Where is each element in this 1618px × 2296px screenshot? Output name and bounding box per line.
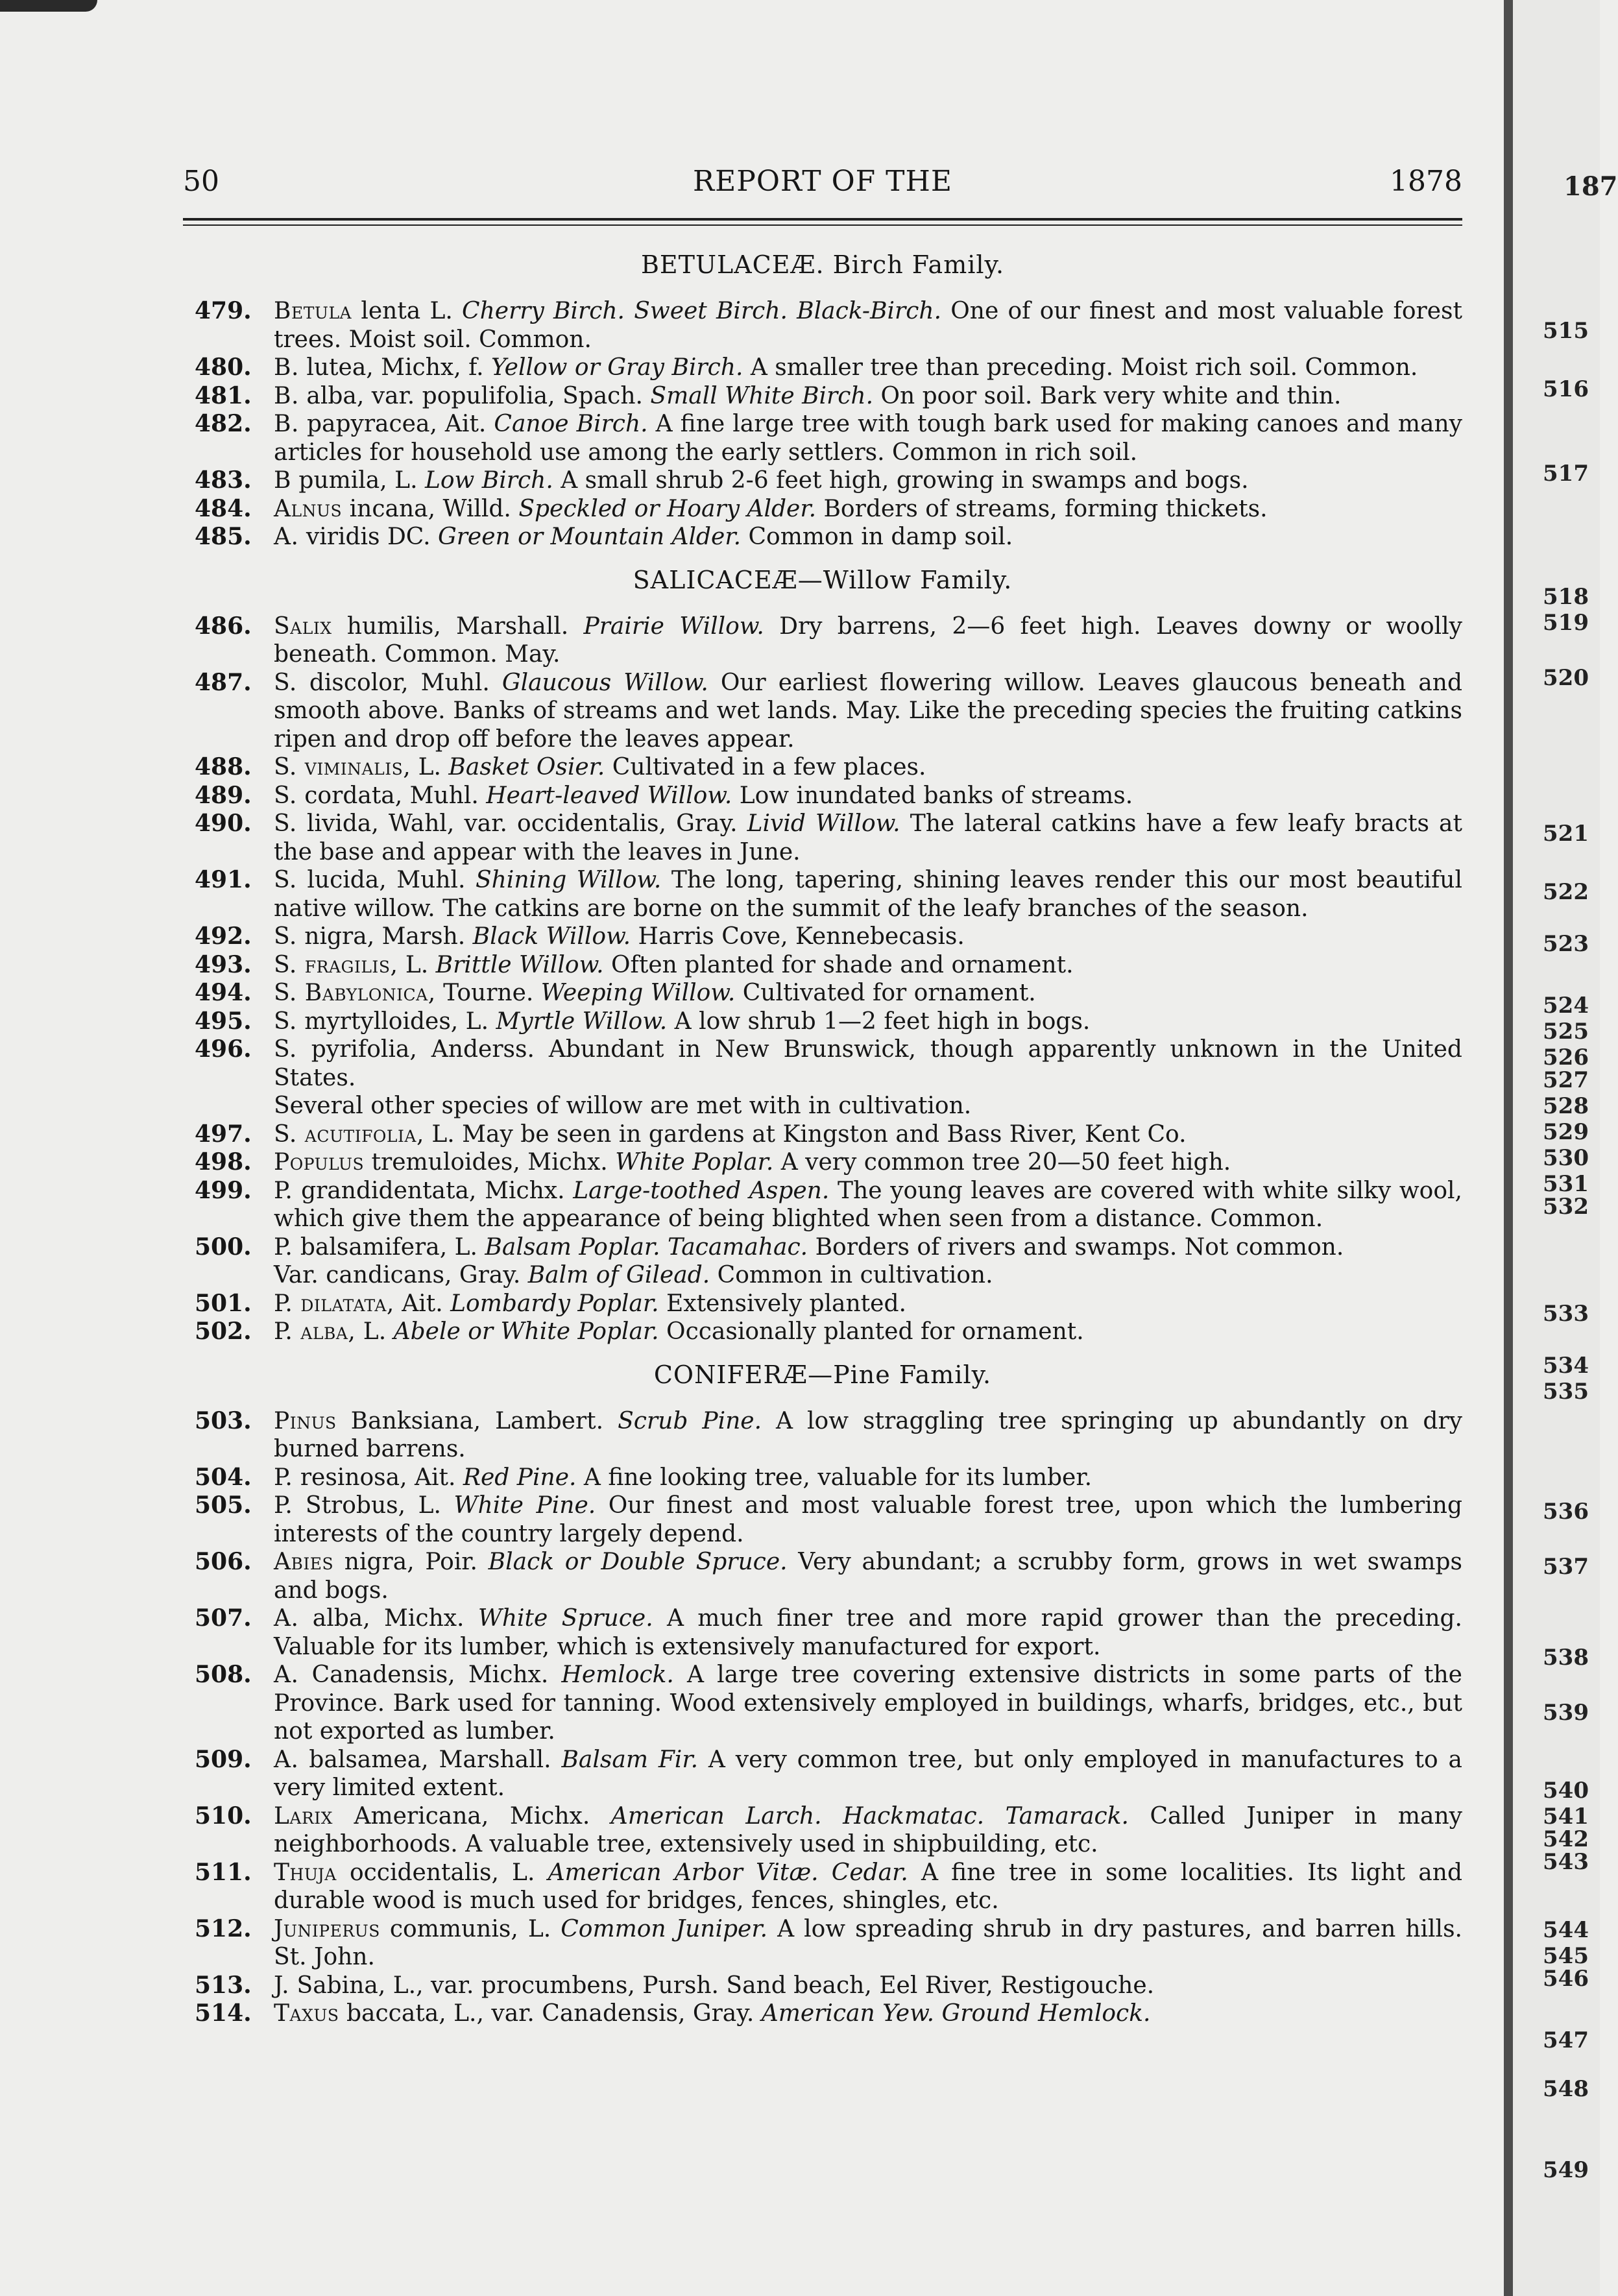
species-authority: pumila, L. [291, 467, 425, 494]
entry-description: Harris Cove, Kennebecasis. [631, 923, 965, 950]
species-authority: L. [356, 1318, 394, 1345]
species-authority: humilis, Marshall. [332, 612, 584, 640]
species-entry [183, 354, 1462, 382]
common-name: Weeping Willow. [540, 980, 736, 1006]
species-authority: viridis DC. [298, 524, 438, 550]
header-rule-top [183, 218, 1462, 221]
adjacent-entry-number: 543 [1543, 1849, 1589, 1875]
genus-name: Pinus [274, 1407, 337, 1434]
common-name: Prairie Willow. [583, 612, 764, 640]
entry-description: A low straggling tree springing up abundantly on dry burned barrens. [274, 1407, 1463, 1462]
genus-name: S. acutifolia, [274, 1120, 424, 1148]
entry-description: Very abundant; a scrubby form, grows in wet swamps and bogs. [274, 1549, 1463, 1604]
species-entry [183, 410, 1462, 466]
entry-description: The lateral catkins have a few leafy bracts at the base and appear with the leaves in June. [274, 810, 1462, 865]
entry-number: 492. [195, 923, 252, 950]
adjacent-page-edge [1513, 0, 1618, 2296]
entry-number: 487. [195, 668, 252, 696]
genus-name: Abies [274, 1549, 334, 1575]
genus-name: Juniperus [274, 1915, 380, 1942]
entry-description: Cultivated in a few places. [605, 754, 926, 780]
entry-description: A low spreading shrub in dry pastures, and barren hills. St. John. [274, 1915, 1462, 1970]
species-authority: discolor, Muhl. [296, 669, 502, 696]
entry-number: 486. [195, 612, 252, 640]
genus-name: Salix [274, 612, 332, 640]
adjacent-entry-number: 522 [1543, 879, 1589, 905]
species-entry [183, 782, 1462, 810]
common-name: White Pine. [453, 1492, 596, 1519]
entry-number: 502. [195, 1318, 252, 1345]
species-entry [183, 1746, 1462, 1802]
entry-number: 499. [195, 1176, 252, 1204]
common-name: Shining Willow. [475, 867, 662, 893]
common-name: Large-toothed Aspen. [573, 1177, 830, 1204]
species-entry [183, 1548, 1462, 1604]
page-number: 50 [183, 165, 219, 198]
section-title: BETULACEÆ. Birch Family. [640, 250, 1005, 279]
adjacent-entry-number: 537 [1543, 1554, 1589, 1580]
common-name: Black or Double Spruce. [488, 1549, 788, 1575]
common-name: White Spruce. [477, 1605, 653, 1632]
species-entry [183, 1972, 1462, 2000]
entry-description: The young leaves are covered with white silky wool, which give them the appearance of being blighted when seen from a distance. Common. [274, 1177, 1462, 1232]
page-year: 1878 [1390, 165, 1462, 198]
entry-number: 489. [195, 781, 252, 809]
genus-name: Thuja [274, 1859, 337, 1886]
species-entry [183, 753, 1462, 782]
adjacent-entry-number: 539 [1543, 1700, 1589, 1726]
common-name: Balsam Fir. [561, 1746, 699, 1773]
entry-description: A very common tree, but only employed in manufactures to a very limited extent. [274, 1746, 1462, 1801]
common-name: Livid Willow. [747, 810, 900, 837]
entry-number: 508. [195, 1661, 252, 1688]
entry-number: 509. [195, 1745, 252, 1773]
entry-number: 498. [195, 1148, 252, 1176]
species-entry [183, 382, 1462, 411]
common-name: Glaucous Willow. [501, 669, 708, 696]
entry-number: 480. [195, 354, 252, 381]
species-entry [183, 612, 1462, 669]
genus-name: S. [274, 923, 297, 950]
adjacent-entry-number: 520 [1543, 665, 1589, 691]
common-name: Scrub Pine. [618, 1407, 762, 1434]
genus-name: S. viminalis, [274, 754, 411, 780]
species-authority: lucida, Muhl. [296, 867, 476, 893]
adjacent-entry-number: 516 [1543, 376, 1589, 402]
species-authority: Ait. [394, 1290, 451, 1317]
scan-edge-mark [0, 0, 97, 12]
adjacent-entry-number: 547 [1543, 2027, 1589, 2053]
common-name: Speckled or Hoary Alder. [518, 495, 817, 522]
species-authority: Sabina, L., var. procumbens, Pursh. [289, 1972, 727, 1999]
species-entry [183, 1407, 1462, 1464]
genus-name: A. [274, 1746, 299, 1773]
entry-number: 488. [195, 753, 252, 780]
adjacent-entry-number: 518 [1543, 584, 1589, 610]
adjacent-entry-number: 521 [1543, 821, 1589, 847]
entry-description: A fine large tree with tough bark used for making canoes and many articles for household use among the early settlers. Common in rich soil. [274, 411, 1463, 466]
common-name: Low Birch. [424, 467, 553, 494]
entry-number: 494. [195, 979, 252, 1006]
species-authority: Tourne. [435, 980, 541, 1006]
entry-number: 504. [195, 1463, 252, 1491]
adjacent-entry-number: 519 [1543, 610, 1589, 636]
adjacent-entry-number: 526 [1543, 1045, 1589, 1070]
entry-description: A small shrub 2-6 feet high, growing in swamps and bogs. [553, 467, 1249, 494]
species-authority: incana, Willd. [342, 495, 519, 522]
adjacent-entry-number: 531 [1543, 1171, 1589, 1197]
common-name: Hemlock. [561, 1662, 674, 1688]
common-name: Basket Osier. [448, 754, 605, 780]
species-authority: papyracea, Ait. [298, 411, 494, 437]
entry-number: 511. [195, 1858, 252, 1886]
species-authority: balsamea, Marshall. [298, 1746, 562, 1773]
species-authority: nigra, Poir. [333, 1549, 489, 1575]
adjacent-entry-number: 530 [1543, 1145, 1589, 1171]
entry-description: Common in damp soil. [741, 524, 1013, 550]
entry-description: Cultivated for ornament. [735, 980, 1036, 1006]
species-entry [183, 923, 1462, 951]
entry-description: A smaller tree than preceding. Moist rich soil. Common. [743, 354, 1418, 381]
entry-description: Occasionally planted for ornament. [658, 1318, 1084, 1345]
species-authority: pyrifolia, Anderss. [296, 1036, 549, 1063]
page-header [183, 162, 1462, 201]
species-entry [183, 1290, 1462, 1318]
common-name: Balsam Poplar. Tacamahac. [485, 1233, 808, 1261]
adjacent-entry-number: 538 [1543, 1645, 1589, 1671]
entry-description: A much finer tree and more rapid grower than the preceding. Valuable for its lumber, which is extensively manufactured for export. [274, 1605, 1462, 1660]
entry-number: 483. [195, 466, 252, 494]
common-name: American Yew. Ground Hemlock. [761, 2000, 1151, 2027]
species-entry [183, 495, 1462, 524]
species-authority: Canadensis, Michx. [298, 1662, 562, 1688]
entry-number: 481. [195, 381, 252, 409]
entry-number: 485. [195, 523, 252, 550]
entry-description: A fine looking tree, valuable for its lumber. [576, 1464, 1093, 1491]
entry-number: 484. [195, 494, 252, 522]
genus-name: S. fragilis, [274, 951, 398, 978]
adjacent-entry-number: 545 [1543, 1943, 1589, 1969]
adjacent-header-fragment: 187 [1564, 171, 1618, 202]
entry-description: Dry barrens, 2—6 feet high. Leaves downy or woolly beneath. Common. May. [274, 612, 1463, 668]
common-name: White Poplar. [615, 1149, 774, 1176]
species-entry [183, 1233, 1462, 1262]
common-name: Red Pine. [463, 1464, 577, 1491]
entry-description: Borders of streams, forming thickets. [816, 495, 1268, 522]
entry-number: 479. [195, 297, 252, 324]
genus-name: A. [274, 1605, 299, 1632]
adjacent-entry-number: 534 [1543, 1353, 1589, 1379]
genus-name: S. [274, 1036, 297, 1063]
adjacent-entry-number: 517 [1543, 461, 1589, 487]
adjacent-entry-number: 524 [1543, 993, 1589, 1019]
genus-name: A. [274, 524, 299, 550]
species-entry [183, 523, 1462, 551]
common-name: Canoe Birch. [494, 411, 648, 437]
genus-name: A. [274, 1662, 299, 1688]
common-name: Heart-leaved Willow. [486, 782, 732, 809]
adjacent-entry-number: 544 [1543, 1917, 1589, 1943]
genus-name: S. [274, 1008, 297, 1035]
entry-number: 506. [195, 1548, 252, 1575]
entry-number: 496. [195, 1035, 252, 1063]
genus-name: P. [274, 1492, 293, 1519]
common-name: Yellow or Gray Birch. [491, 354, 743, 381]
entry-number: 513. [195, 1971, 252, 1999]
entry-description: Often planted for shade and ornament. [603, 951, 1074, 978]
variety-name: Var. candicans, Gray. [274, 1262, 528, 1288]
entry-number: 491. [195, 866, 252, 893]
species-authority: occidentalis, L. [336, 1859, 548, 1886]
adjacent-entry-number: 542 [1543, 1826, 1589, 1852]
species-authority: Americana, Michx. [332, 1802, 611, 1830]
species-authority: cordata, Muhl. [296, 782, 487, 809]
species-authority: baccata, L., var. Canadensis, Gray. [339, 2000, 762, 2027]
section-note: Several other species of willow are met with in cultivation. [274, 1093, 972, 1119]
genus-name: P. dilatata, [274, 1290, 394, 1317]
species-entry [183, 810, 1462, 866]
page-content [183, 240, 1462, 2028]
species-authority: lutea, Michx, f. [298, 354, 492, 381]
entry-number: 500. [195, 1233, 252, 1261]
species-entry [183, 1464, 1462, 1492]
species-authority: myrtylloides, L. [296, 1008, 496, 1035]
species-authority: balsamifera, L. [293, 1233, 485, 1261]
species-entry [183, 466, 1462, 495]
section-title: SALICACEÆ—Willow Family. [633, 565, 1013, 594]
species-entry [183, 979, 1462, 1008]
species-entry [183, 1148, 1462, 1177]
genus-name: B [274, 467, 291, 494]
species-entry [183, 1318, 1462, 1346]
common-name: Black Willow. [472, 923, 631, 950]
species-entry [183, 1661, 1462, 1746]
species-entry [183, 669, 1462, 754]
entry-description: A fine tree in some localities. Its light and durable wood is much used for bridges, fences, shingles, etc. [274, 1859, 1462, 1914]
entry-number: 490. [195, 810, 252, 837]
entry-description: A very common tree 20—50 feet high. [773, 1149, 1231, 1176]
common-name: Small White Birch. [650, 382, 874, 409]
species-entry [183, 1177, 1462, 1233]
species-entry [183, 1604, 1462, 1661]
species-entry [183, 1035, 1462, 1092]
species-entry [183, 1915, 1462, 1972]
genus-name: B. [274, 354, 299, 381]
genus-name: P. [274, 1177, 293, 1204]
genus-name: P. [274, 1464, 293, 1491]
entry-description: Extensively planted. [658, 1290, 906, 1317]
species-authority: livida, Wahl, var. occidentalis, Gray. [296, 810, 747, 837]
species-entry [183, 951, 1462, 980]
entry-description: Common in cultivation. [710, 1262, 993, 1288]
genus-name: Taxus [274, 2000, 339, 2027]
book-gutter [1504, 0, 1513, 2296]
entry-description: One of our finest and most valuable forest trees. Moist soil. Common. [274, 298, 1462, 353]
common-name: American Arbor Vitæ. Cedar. [548, 1859, 908, 1886]
adjacent-entry-number: 515 [1543, 318, 1589, 344]
species-authority: nigra, Marsh. [296, 923, 473, 950]
variety-entry [183, 1261, 1462, 1290]
species-authority: L. [424, 1120, 463, 1148]
species-authority: alba, var. populifolia, Spach. [298, 382, 651, 409]
entry-description: A low shrub 1—2 feet high in bogs. [667, 1008, 1091, 1035]
common-name: Abele or White Poplar. [393, 1318, 659, 1345]
entry-number: 510. [195, 1802, 252, 1830]
species-authority: lenta L. [352, 298, 463, 324]
genus-name: S. [274, 669, 297, 696]
entry-number: 482. [195, 410, 252, 437]
entry-description: May be seen in gardens at Kingston and Bass River, Kent Co. [462, 1120, 1187, 1148]
entry-description: Abundant in New Brunswick, though apparently unknown in the United States. [274, 1036, 1462, 1091]
adjacent-entry-number: 523 [1543, 931, 1589, 957]
species-authority: L. [398, 951, 436, 978]
adjacent-entry-number: 541 [1543, 1804, 1589, 1830]
genus-name: Larix [274, 1802, 333, 1830]
common-name: Brittle Willow. [435, 951, 604, 978]
entry-description: Called Juniper in many neighborhoods. A valuable tree, extensively used in shipbuilding, etc. [274, 1802, 1462, 1857]
species-entry [183, 1492, 1462, 1548]
entry-description: Our finest and most valuable forest tree, upon which the lumbering interests of the country largely depend. [274, 1492, 1462, 1547]
species-entry [183, 1008, 1462, 1036]
species-authority: alba, Michx. [298, 1605, 478, 1632]
adjacent-entry-number: 535 [1543, 1379, 1589, 1405]
entry-number: 512. [195, 1915, 252, 1942]
species-authority: Banksiana, Lambert. [336, 1407, 618, 1434]
genus-name: S. [274, 867, 297, 893]
common-name: Balm of Gilead. [527, 1262, 710, 1288]
adjacent-entry-number: 536 [1543, 1499, 1589, 1525]
genus-name: S. Babylonica, [274, 980, 436, 1006]
entry-number: 514. [195, 2000, 252, 2027]
genus-name: Betula [274, 298, 352, 324]
genus-name: Populus [274, 1149, 365, 1176]
species-entry [183, 297, 1462, 354]
entry-description: Our earliest flowering willow. Leaves glaucous beneath and smooth above. Banks of streams and wet lands. May. Like the preceding species the fruiting catkins ripen and drop off before the leaves appear. [274, 669, 1462, 753]
adjacent-entry-number: 525 [1543, 1019, 1589, 1045]
entry-description: The long, tapering, shining leaves render this our most beautiful native willow. The catkins are borne on the summit of the leafy branches of the season. [274, 867, 1462, 922]
species-authority: grandidentata, Michx. [293, 1177, 574, 1204]
species-authority: L. [411, 754, 449, 780]
genus-name: S. [274, 810, 297, 837]
entry-description: Low inundated banks of streams. [732, 782, 1133, 809]
header-rule-bottom [183, 224, 1462, 226]
entry-number: 501. [195, 1289, 252, 1317]
adjacent-entry-number: 540 [1543, 1778, 1589, 1804]
genus-name: B. [274, 382, 299, 409]
common-name: Myrtle Willow. [496, 1008, 668, 1035]
adjacent-entry-number: 533 [1543, 1301, 1589, 1327]
species-entry [183, 866, 1462, 923]
genus-name: P. [274, 1233, 293, 1261]
adjacent-entry-number: 528 [1543, 1093, 1589, 1119]
genus-name: J. [274, 1972, 290, 1999]
adjacent-entry-number: 529 [1543, 1119, 1589, 1145]
entry-description: On poor soil. Bark very white and thin. [873, 382, 1342, 409]
genus-name: Alnus [274, 495, 343, 522]
entry-number: 493. [195, 950, 252, 978]
common-name: Common Juniper. [561, 1915, 768, 1942]
genus-name: P. alba, [274, 1318, 356, 1345]
entry-description: Borders of rivers and swamps. Not common. [808, 1233, 1344, 1261]
entry-number: 505. [195, 1492, 252, 1519]
common-name: American Larch. Hackmatac. Tamarack. [610, 1802, 1129, 1830]
common-name: Green or Mountain Alder. [437, 524, 742, 550]
species-authority: resinosa, Ait. [293, 1464, 463, 1491]
adjacent-entry-number: 548 [1543, 2076, 1589, 2102]
species-entry [183, 1859, 1462, 1915]
section-title: CONIFERÆ—Pine Family. [653, 1360, 992, 1389]
running-title: REPORT OF THE [692, 165, 953, 198]
species-entry [183, 1802, 1462, 1859]
entry-number: 507. [195, 1604, 252, 1632]
entry-number: 503. [195, 1407, 252, 1434]
adjacent-entry-number: 527 [1543, 1067, 1589, 1093]
common-name: Lombardy Poplar. [450, 1290, 659, 1317]
species-authority: Strobus, L. [293, 1492, 454, 1519]
entry-number: 497. [195, 1120, 252, 1148]
adjacent-entry-number: 549 [1543, 2157, 1589, 2183]
adjacent-entry-number: 546 [1543, 1966, 1589, 1992]
species-entry [183, 2000, 1462, 2028]
species-authority: communis, L. [380, 1915, 561, 1942]
genus-name: S. [274, 782, 297, 809]
common-name: Cherry Birch. Sweet Birch. Black-Birch. [462, 298, 942, 324]
species-authority: tremuloides, Michx. [364, 1149, 616, 1176]
species-entry [183, 1120, 1462, 1149]
entry-number: 495. [195, 1007, 252, 1035]
adjacent-entry-number: 532 [1543, 1194, 1589, 1220]
genus-name: B. [274, 411, 299, 437]
entry-description: A large tree covering extensive districts in some parts of the Province. Bark used for tanning. Wood extensively employed in buildings, wharfs, bridges, etc., but not exported as lumber. [274, 1662, 1462, 1745]
entry-description: Sand beach, Eel River, Restigouche. [726, 1972, 1155, 1999]
